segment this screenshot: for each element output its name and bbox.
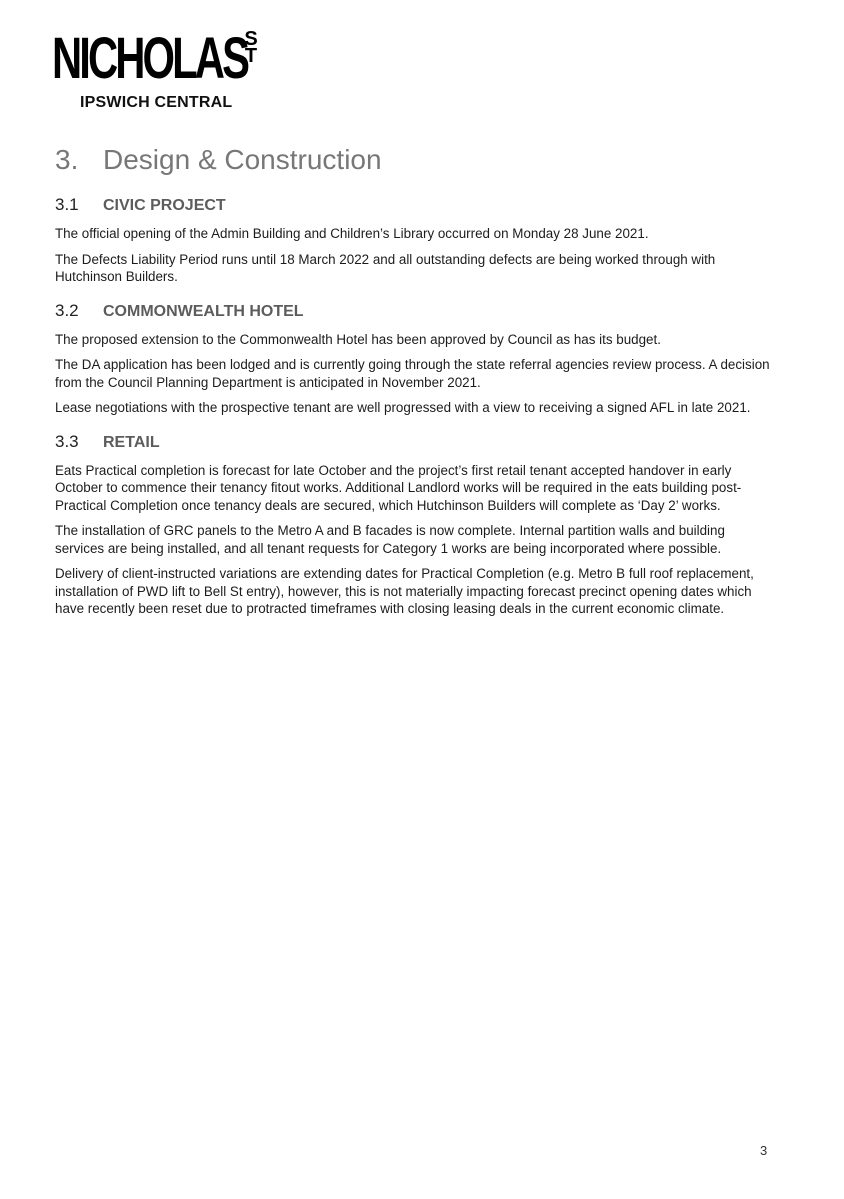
subsection-number: 3.2 <box>55 300 79 320</box>
subsection-number: 3.1 <box>55 195 79 214</box>
logo-subtitle: IPSWICH CENTRAL <box>80 94 233 111</box>
paragraph: The proposed extension to the Commonwealth Hotel has been approved by Council as has its budget. <box>55 331 661 347</box>
subsection-retail <box>55 431 775 618</box>
logo-wordmark: NICHOLAS <box>52 26 248 91</box>
subsection-heading <box>55 431 775 454</box>
section-heading <box>55 140 775 180</box>
logo-st-bottom: T <box>244 45 258 67</box>
paragraph: Eats Practical completion is forecast for late October and the project’s first retail tenant accepted handover in early October to commence their tenancy fitout works. Additional Landlord works will be required in the eats building post-Practical Completion once tenancy deals are secured, which Hutchinson Builders will complete as ‘Day 2’ works. <box>55 462 742 513</box>
logo-st-mark <box>242 28 260 67</box>
subsection-civic-project <box>55 194 775 286</box>
subsection-title: CIVIC PROJECT <box>103 197 226 214</box>
subsection-title: RETAIL <box>103 433 160 451</box>
section-title: Design & Construction <box>103 144 382 175</box>
subsection-heading <box>55 300 775 323</box>
paragraph: The official opening of the Admin Building and Children’s Library occurred on Monday 28 June 2021. <box>55 226 649 241</box>
nicholas-st-logo <box>52 26 272 120</box>
paragraph: Lease negotiations with the prospective tenant are well progressed with a view to receiving a signed AFL in late 2021. <box>55 400 751 415</box>
paragraph: Delivery of client-instructed variations are extending dates for Practical Completion (e.g. Metro B full roof replacement, installation of PWD lift to Bell St entry), however, this is not materially impacting forecast precinct opening dates which have recently been reset due to protracted timeframes with closing leasing deals in the current economic climate. <box>55 566 754 616</box>
subsection-title: COMMONWEALTH HOTEL <box>103 302 304 320</box>
paragraph: The DA application has been lodged and is currently going through the state referral agencies review process. A decision from the Council Planning Department is anticipated in November 2021. <box>55 357 770 390</box>
document-body <box>55 140 775 626</box>
paragraph: The installation of GRC panels to the Metro A and B facades is now complete. Internal partition walls and building services are being installed, and all tenant requests for Category 1 works are being incorporated where possible. <box>55 523 725 556</box>
subsection-heading <box>55 194 775 217</box>
subsection-number: 3.3 <box>55 431 79 451</box>
page-number: 3 <box>760 1143 768 1158</box>
logo-st-top: S <box>244 28 258 50</box>
subsection-commonwealth-hotel <box>55 300 775 417</box>
paragraph: The Defects Liability Period runs until 18 March 2022 and all outstanding defects are being worked through with Hutchinson Builders. <box>55 251 716 284</box>
section-number: 3. <box>55 144 79 175</box>
